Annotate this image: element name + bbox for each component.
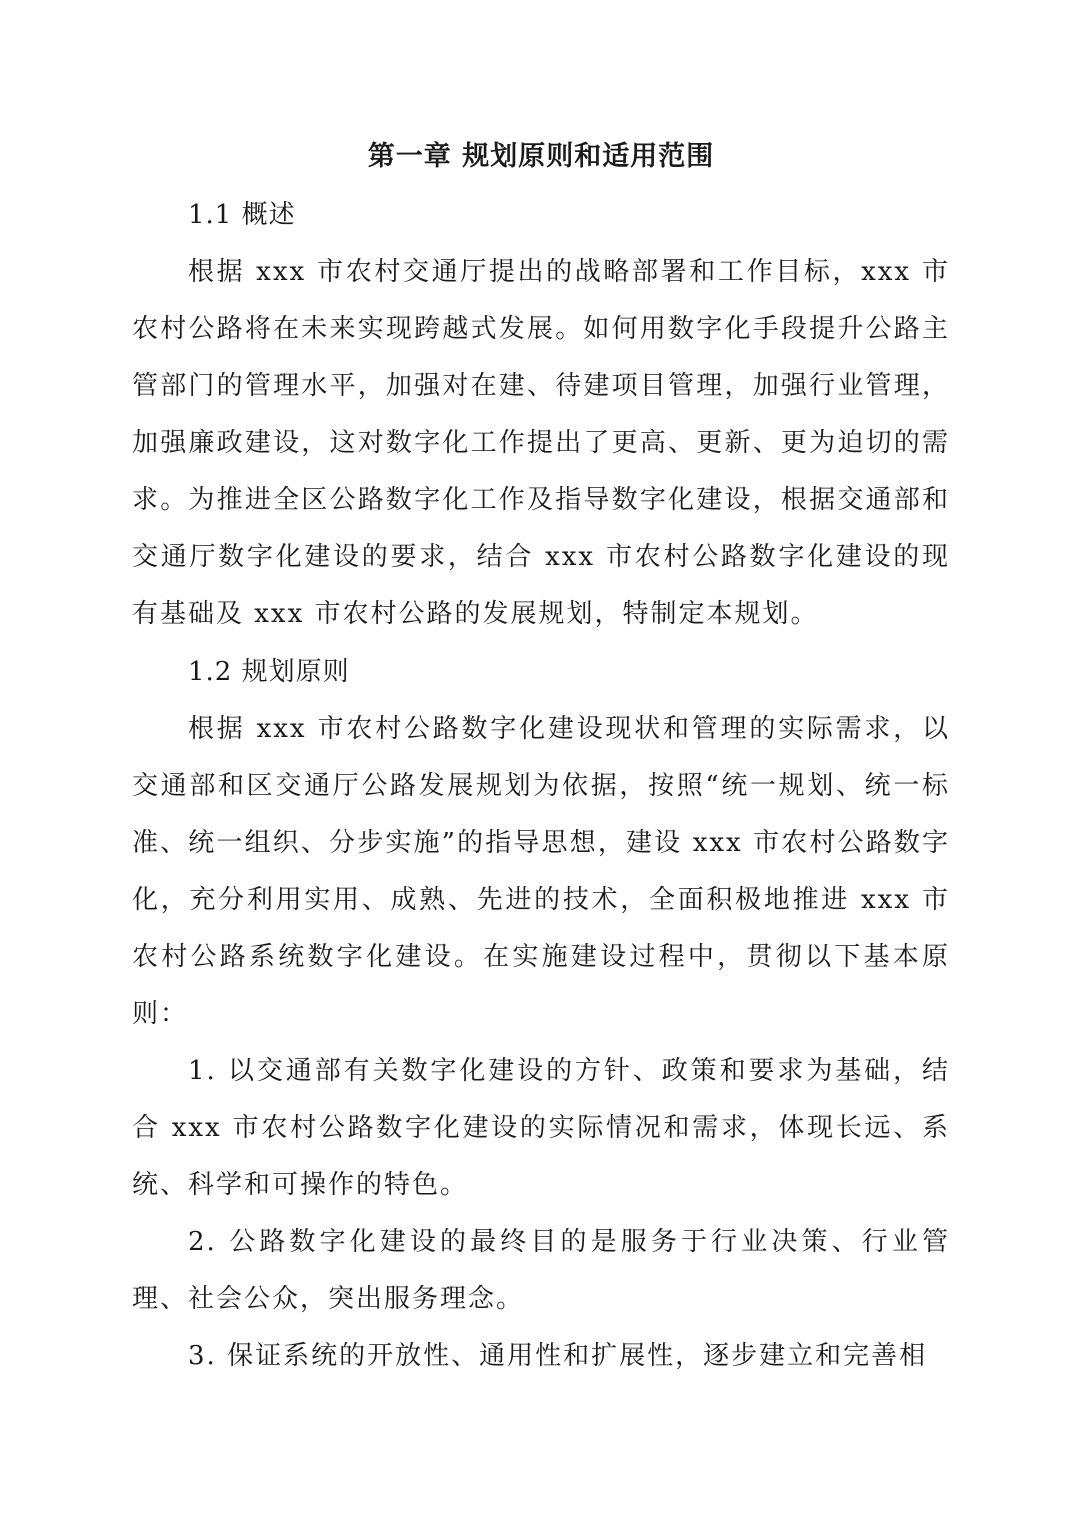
section-heading-overview: 1.1 概述 [188,200,296,230]
section-heading-principles: 1.2 规划原则 [188,657,350,687]
chapter-title: 第一章 规划原则和适用范围 [367,141,715,172]
principles-paragraph: 根据 xxx 市农村公路数字化建设现状和管理的实际需求，以交通部和区交通厅公路发展规划为依据，按照“统一规划、统一标准、统一组织、分步实施”的指导思想，建设 xxx 市农村公路数字化，充分利用实用、成熟、先进的技术，全面积极地推进 xxx 市农村公路系统数字化建设。在实施建设过程中，贯彻以下基本原则： [132,714,950,1029]
principle-item-1: 1. 以交通部有关数字化建设的方针、政策和要求为基础，结合 xxx 市农村公路数字化建设的实际情况和需求，体现长远、系统、科学和可操作的特色。 [132,1056,950,1200]
principle-item-3: 3. 保证系统的开放性、通用性和扩展性，逐步建立和完善相 [188,1341,928,1371]
overview-paragraph: 根据 xxx 市农村交通厅提出的战略部署和工作目标，xxx 市农村公路将在未来实现跨越式发展。如何用数字化手段提升公路主管部门的管理水平，加强对在建、待建项目管理，加强行业管理，加强廉政建设，这对数字化工作提出了更高、更新、更为迫切的需求。为推进全区公路数字化工作及指导数字化建设，根据交通部和交通厅数字化建设的要求，结合 xxx 市农村公路数字化建设的现有基础及 xxx 市农村公路的发展规划，特制定本规划。 [132,257,950,629]
principle-item-2: 2. 公路数字化建设的最终目的是服务于行业决策、行业管理、社会公众，突出服务理念。 [132,1227,950,1314]
